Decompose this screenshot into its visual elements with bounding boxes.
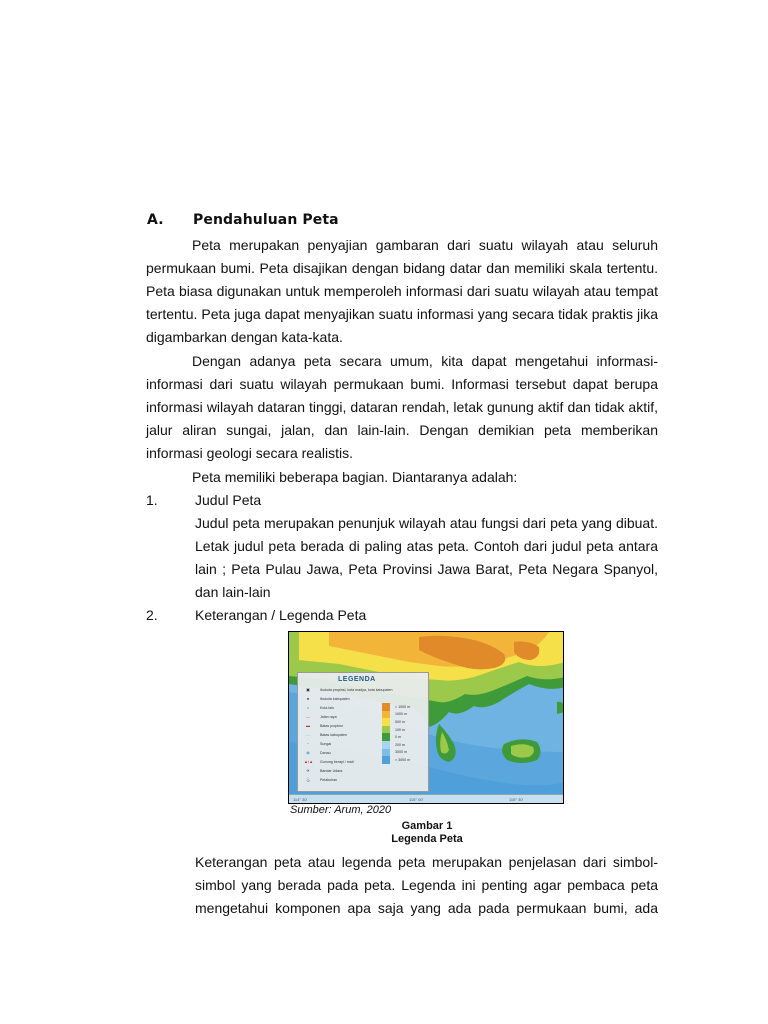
paragraph-line: informasi wilayah dataran tinggi, dataran rendah, letak gunung aktif dan tidak aktif,: [146, 399, 658, 415]
river-icon: ~: [306, 741, 310, 746]
legend-label: Batas kabupaten: [320, 733, 347, 737]
legend-item: [304, 759, 354, 765]
coordinate-label: 115° 00': [409, 797, 424, 802]
legend-label: Jalan raya: [320, 715, 337, 719]
list-number: 2.: [146, 607, 158, 623]
paragraph-line: Keterangan peta atau legenda peta merupakan penjelasan dari simbol-: [195, 854, 658, 870]
legend-item: [304, 768, 342, 774]
lake-icon: ◉: [306, 750, 310, 755]
paragraph-line: permukaan bumi. Peta disajikan dengan bidang datar dan memiliki skala tertentu.: [146, 260, 658, 276]
coordinate-label: 114° 30': [293, 797, 308, 802]
paragraph-line: simbol yang berada pada peta. Legenda ini penting agar pembaca peta: [195, 877, 658, 893]
list-number: 1.: [146, 492, 158, 508]
regency-capital-icon: ●: [306, 696, 310, 701]
legend-label: Batas propinsi: [320, 724, 343, 728]
elevation-swatch: [382, 741, 390, 749]
legend-label: Gunung berapi / mati: [320, 760, 354, 764]
elevation-row: [382, 711, 410, 719]
province-border-icon: ▬: [306, 723, 310, 728]
harbor-icon: ⚓: [305, 777, 311, 782]
coordinate-label: 115° 30': [509, 797, 524, 802]
legend-label: Sungai: [320, 742, 332, 746]
legend-item: [304, 732, 347, 738]
elevation-row: [382, 703, 410, 711]
section-title: Pendahuluan Peta: [193, 212, 339, 228]
elevation-label: 0 m: [395, 735, 401, 740]
legend-label: Bandar Udara: [320, 769, 343, 773]
elevation-swatch: [382, 733, 390, 741]
section-heading: [147, 212, 339, 228]
elevation-label: 200 m: [395, 742, 405, 747]
paragraph-line: Peta merupakan penyajian gambaran dari suatu wilayah atau seluruh: [192, 237, 658, 253]
list-item-judul-peta: [146, 489, 261, 512]
paragraph-line: Dengan adanya peta secara umum, kita dapat mengetahui informasi-: [192, 353, 658, 369]
elevation-swatch: [382, 726, 390, 734]
airport-icon: ✈: [306, 768, 310, 773]
paragraph-line: dan lain-lain: [195, 584, 271, 600]
legend-title: LEGENDA: [338, 676, 376, 683]
paragraph-line: mengetahui komponen apa saja yang ada pada permukaan bumi, ada: [195, 900, 658, 916]
paragraph-line: digambarkan dengan kata-kata.: [146, 329, 343, 345]
legend-label: Ibukota kabupaten: [320, 697, 350, 701]
legend-label: Danau: [320, 751, 331, 755]
elevation-label: 3000 m: [395, 750, 407, 755]
volcano-icon: ▲/▲: [304, 759, 314, 764]
elevation-scale: [382, 703, 410, 764]
paragraph-line: tertentu. Peta juga dapat menyajikan suatu informasi yang secara tidak praktis jika: [146, 306, 658, 322]
legend-label: Kota lain: [320, 706, 334, 710]
elevation-row: [382, 726, 410, 734]
legend-item: [304, 750, 331, 756]
figure-caption-number: Gambar 1: [401, 820, 453, 832]
figure-caption-title: Legenda Peta: [391, 833, 463, 845]
paragraph-line: informasi dari suatu wilayah permukaan bumi. Informasi tersebut dapat berupa: [146, 376, 658, 392]
legend-item: [304, 705, 334, 711]
legend-label: Ibukota propinsi, kota madya, kota kabupaten: [320, 688, 393, 692]
elevation-swatch: [382, 711, 390, 719]
list-title: Keterangan / Legenda Peta: [195, 607, 367, 623]
paragraph-line: Judul peta merupakan penunjuk wilayah atau fungsi dari peta yang dibuat.: [195, 515, 658, 531]
legend-item: [304, 687, 393, 693]
list-title: Judul Peta: [195, 492, 262, 508]
legend-item: [304, 696, 350, 702]
elevation-swatch: [382, 718, 390, 726]
paragraph-line: jalur aliran sungai, jalan, dan lain-lain. Dengan demikian peta memberikan: [146, 422, 658, 438]
section-number: A.: [147, 212, 164, 228]
city-icon: ○: [306, 705, 310, 710]
elevation-label: > 3000 m: [395, 757, 411, 762]
elevation-swatch: [382, 756, 390, 764]
paragraph-line: lain ; Peta Pulau Jawa, Peta Provinsi Jawa Barat, Peta Negara Spanyol,: [195, 561, 658, 577]
elevation-row: [382, 749, 410, 757]
list-item-legenda-peta: [146, 604, 366, 627]
capital-icon: ▣: [306, 687, 310, 692]
list-body-legenda-peta: [195, 851, 658, 920]
elevation-swatch: [382, 703, 390, 711]
list-body-judul-peta: [195, 512, 658, 604]
paragraph-line: Letak judul peta berada di paling atas peta. Contoh dari judul peta antara: [195, 538, 658, 554]
elevation-label: 1000 m: [395, 712, 407, 717]
elevation-label: 100 m: [395, 727, 405, 732]
paragraph-intro: [146, 234, 658, 349]
legend-label: Pelabuhan: [320, 778, 338, 782]
elevation-swatch: [382, 749, 390, 757]
map-figure: [288, 631, 564, 804]
elevation-label: 500 m: [395, 719, 405, 724]
elevation-row: [382, 741, 410, 749]
legend-item: [304, 777, 337, 783]
paragraph-line: Peta biasa digunakan untuk memperoleh informasi dari suatu wilayah atau tempat: [146, 283, 658, 299]
paragraph-line: Peta memiliki beberapa bagian. Diantaranya adalah:: [192, 469, 518, 485]
elevation-row: [382, 756, 410, 764]
legend-item: [304, 723, 343, 729]
elevation-row: [382, 733, 410, 741]
map-legend: [297, 672, 429, 792]
figure-source: Sumber: Arum, 2020: [290, 804, 392, 816]
paragraph-info: [146, 350, 658, 465]
elevation-label: > 1000 m: [395, 704, 411, 709]
road-icon: —: [306, 714, 310, 719]
legend-item: [304, 714, 337, 720]
paragraph-parts: [146, 466, 658, 489]
paragraph-line: informasi geologi secara realistis.: [146, 445, 353, 461]
legend-item: [304, 741, 331, 747]
elevation-row: [382, 718, 410, 726]
regency-border-icon: - -: [306, 732, 310, 737]
